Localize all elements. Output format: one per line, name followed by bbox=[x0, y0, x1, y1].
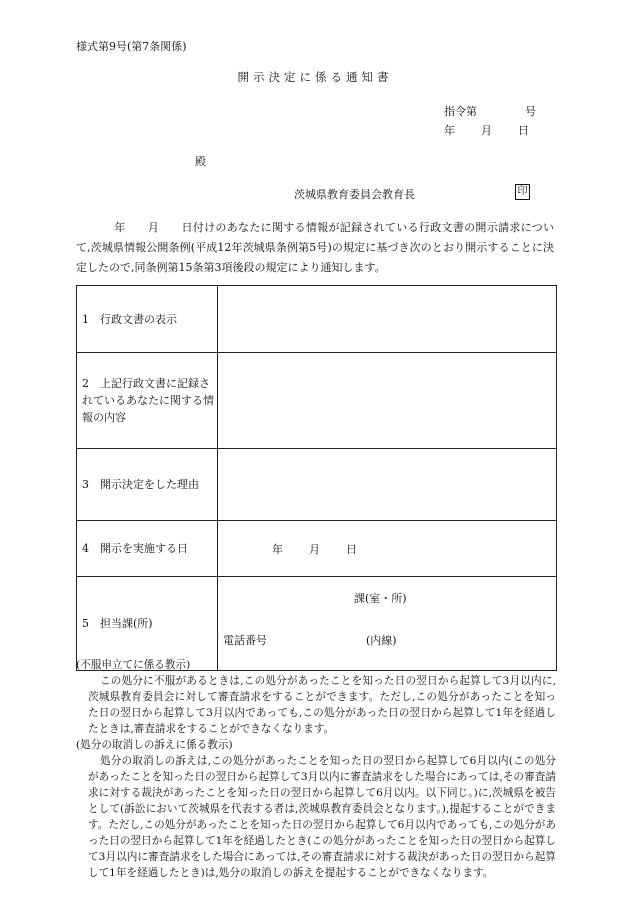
notification-body bbox=[76, 218, 554, 278]
row-label: 4 開示を実施する日 bbox=[77, 521, 218, 577]
department-label: 課(室・所) bbox=[354, 592, 407, 605]
row-label: 2 上記行政文書に記録されているあなたに関する情報の内容 bbox=[77, 353, 218, 449]
date-year: 年 bbox=[444, 124, 455, 137]
row-label: 3 開示決定をした理由 bbox=[77, 449, 218, 521]
body-month: 月 bbox=[147, 221, 160, 234]
doc-number-prefix: 指令第 bbox=[444, 105, 477, 118]
impl-day: 日 bbox=[346, 542, 357, 556]
sender: 茨城県教育委員会教育長 bbox=[294, 188, 415, 201]
row-value-reason bbox=[218, 449, 557, 521]
doc-number-suffix: 号 bbox=[525, 105, 536, 118]
document-title: 開示決定に係る通知書 bbox=[237, 70, 393, 84]
decision-table bbox=[76, 285, 557, 671]
impl-year: 年 bbox=[272, 542, 283, 556]
objection-text: この処分に不服があるときは,この処分があったことを知った日の翌日から起算して3月以内に,茨城県教育委員会に対して審査請求をすることができます。ただし,この処分があったことを知った日の翌日から起算して3月以内であっても,この処分があった日の翌日から起算して1年を経過したときは,審査請求をすることができなくなります。 bbox=[88, 675, 556, 735]
date-day: 日 bbox=[518, 124, 529, 137]
row-value-document bbox=[218, 286, 557, 353]
impl-month: 月 bbox=[309, 542, 320, 556]
revocation-heading: (処分の取消しの訴えに係る教示) bbox=[76, 739, 233, 751]
instructions bbox=[76, 657, 556, 881]
table-row bbox=[77, 449, 557, 521]
extension-label: (内線) bbox=[366, 634, 397, 647]
objection-heading: (不服申立てに係る教示) bbox=[76, 659, 191, 671]
table-row bbox=[77, 521, 557, 577]
row-label: 5 担当課(所) bbox=[77, 577, 218, 671]
form-number: 様式第9号(第7条関係) bbox=[76, 40, 187, 53]
document-date bbox=[444, 122, 529, 138]
addressee: 殿 bbox=[195, 155, 206, 168]
row-value-date bbox=[218, 521, 557, 577]
date-month: 月 bbox=[481, 124, 492, 137]
body-text: 日付けのあなたに関する情報が記録されている行政文書の開示請求について,茨城県情報公開条例(平成12年茨城県条例第5号)の規定に基づき次のとおり開示することに決定したので,同条例第15条第3項後段の規定により通知します。 bbox=[76, 221, 555, 274]
body-year: 年 bbox=[114, 221, 126, 234]
phone-label: 電話番号 bbox=[223, 634, 267, 647]
seal-mark: 印 bbox=[515, 184, 530, 200]
row-value-info bbox=[218, 353, 557, 449]
revocation-text: 処分の取消しの訴えは,この処分があったことを知った日の翌日から起算して6月以内(この処分があったことを知った日の翌日から起算して3月以内に審査請求をした場合にあっては,その審査請求に対する裁決があったことを知った日の翌日から起算して6月以内。以下同じ。)に,茨城県を被告として(訴訟において茨城県を代表する者は,茨城県教育委員会となります。),提起することができます。ただし,この処分があったことを知った日の翌日から起算して6月以内であっても,この処分があった日の翌日から起算して1年を経過したとき(この処分があったことを知った日の翌日から起算して3月以内に審査請求をした場合にあっては,その審査請求に対する裁決があった日の翌日から起算して1年を経過したとき)は,処分の取消しの訴えを提起することができなくなります。 bbox=[88, 755, 556, 879]
document-number bbox=[444, 103, 536, 119]
table-row bbox=[77, 286, 557, 353]
table-row bbox=[77, 353, 557, 449]
row-label: 1 行政文書の表示 bbox=[77, 286, 218, 353]
